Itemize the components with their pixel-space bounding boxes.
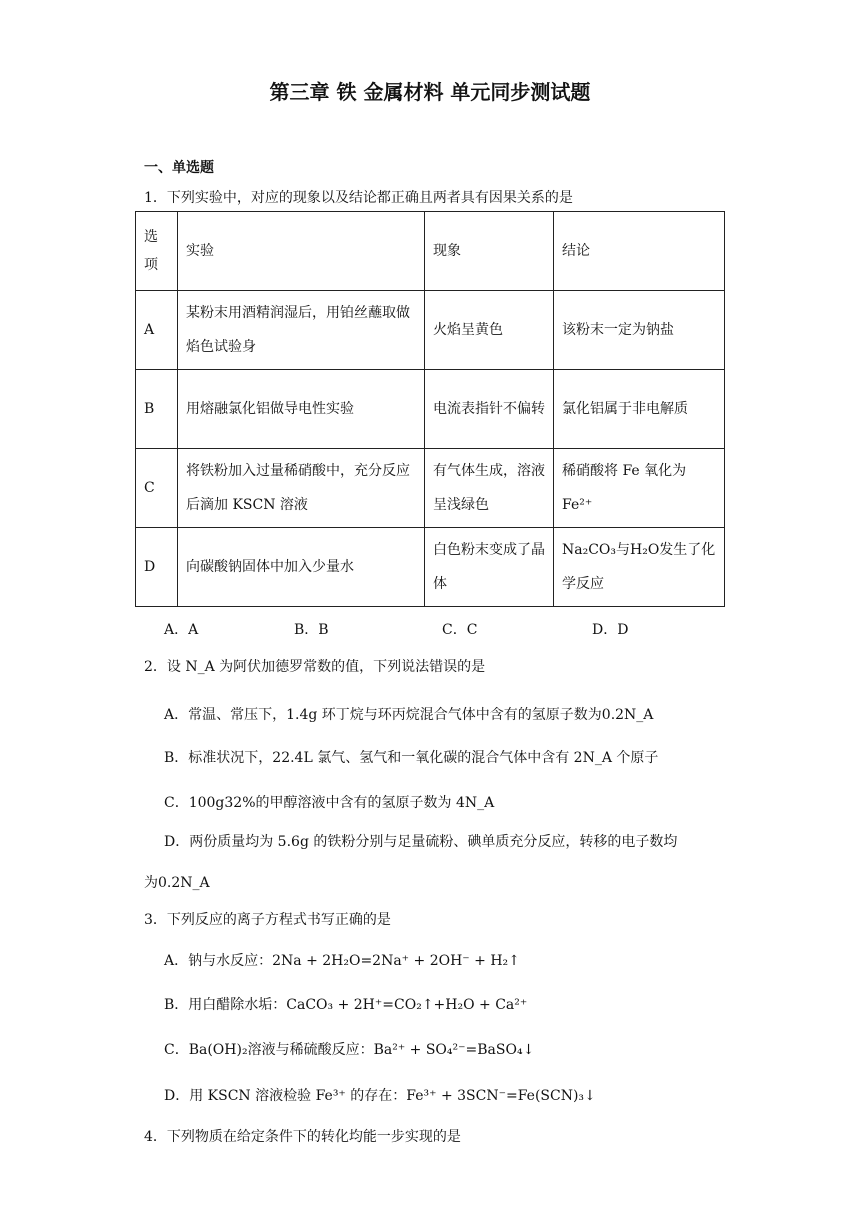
question-2-stem: 2．设 N_A 为阿伏加德罗常数的值，下列说法错误的是 [144, 659, 486, 675]
question-1-stem: 1．下列实验中，对应的现象以及结论都正确且两者具有因果关系的是 [144, 190, 573, 206]
section-heading: 一、单选题 [144, 160, 214, 176]
row-option: B [136, 370, 178, 449]
question-3-stem: 3．下列反应的离子方程式书写正确的是 [144, 912, 391, 928]
header-experiment: 实验 [178, 212, 425, 291]
row-phenomenon: 电流表指针不偏转 [425, 370, 554, 449]
table-row [136, 449, 725, 528]
question-3-option-a[interactable]: A．钠与水反应：2Na + 2H₂O=2Na⁺ + 2OH⁻ + H₂↑ [164, 953, 520, 969]
question-2-option-a[interactable]: A．常温、常压下，1.4g 环丁烷与环丙烷混合气体中含有的氢原子数为0.2N_A [164, 707, 654, 723]
row-conclusion: 该粉末一定为钠盐 [554, 291, 725, 370]
question-1-table [135, 211, 725, 607]
header-conclusion: 结论 [554, 212, 725, 291]
row-phenomenon: 白色粉末变成了晶体 [425, 528, 554, 607]
row-conclusion: 氯化铝属于非电解质 [554, 370, 725, 449]
page-title: 第三章 铁 金属材料 单元同步测试题 [269, 80, 591, 104]
row-conclusion: 稀硝酸将 Fe 氧化为 Fe²⁺ [554, 449, 725, 528]
table-header-row [136, 212, 725, 291]
question-2-option-c[interactable]: C．100g32%的甲醇溶液中含有的氢原子数为 4N_A [164, 795, 495, 811]
question-3-option-d[interactable]: D．用 KSCN 溶液检验 Fe³⁺ 的存在：Fe³⁺ + 3SCN⁻=Fe(SCN)₃↓ [164, 1088, 596, 1104]
choice-d[interactable]: D．D [592, 622, 629, 638]
question-2-option-b[interactable]: B．标准状况下，22.4L 氯气、氢气和一氧化碳的混合气体中含有 2N_A 个原子 [164, 750, 659, 766]
question-3-option-c[interactable]: C．Ba(OH)₂溶液与稀硫酸反应：Ba²⁺ + SO₄²⁻=BaSO₄↓ [164, 1042, 535, 1058]
question-2-option-d[interactable]: D．两份质量均为 5.6g 的铁粉分别与足量硫粉、碘单质充分反应，转移的电子数均 [164, 834, 678, 850]
header-phenomenon: 现象 [425, 212, 554, 291]
row-experiment: 将铁粉加入过量稀硝酸中，充分反应后滴加 KSCN 溶液 [178, 449, 425, 528]
row-option: C [136, 449, 178, 528]
table-row [136, 370, 725, 449]
row-experiment: 向碳酸钠固体中加入少量水 [178, 528, 425, 607]
question-2-option-d-continued: 为0.2N_A [144, 875, 210, 891]
choice-a[interactable]: A．A [164, 622, 199, 638]
question-3-option-b[interactable]: B．用白醋除水垢：CaCO₃ + 2H⁺=CO₂↑+H₂O + Ca²⁺ [164, 997, 528, 1013]
choice-b[interactable]: B．B [294, 622, 329, 638]
row-conclusion: Na₂CO₃与H₂O发生了化学反应 [554, 528, 725, 607]
row-experiment: 某粉末用酒精润湿后，用铂丝蘸取做焰色试验身 [178, 291, 425, 370]
header-option: 选项 [136, 212, 178, 291]
row-option: A [136, 291, 178, 370]
row-phenomenon: 有气体生成，溶液呈浅绿色 [425, 449, 554, 528]
choice-c[interactable]: C．C [442, 622, 478, 638]
table-row [136, 291, 725, 370]
table-row [136, 528, 725, 607]
row-experiment: 用熔融氯化铝做导电性实验 [178, 370, 425, 449]
question-4-stem: 4．下列物质在给定条件下的转化均能一步实现的是 [144, 1129, 461, 1145]
row-option: D [136, 528, 178, 607]
row-phenomenon: 火焰呈黄色 [425, 291, 554, 370]
